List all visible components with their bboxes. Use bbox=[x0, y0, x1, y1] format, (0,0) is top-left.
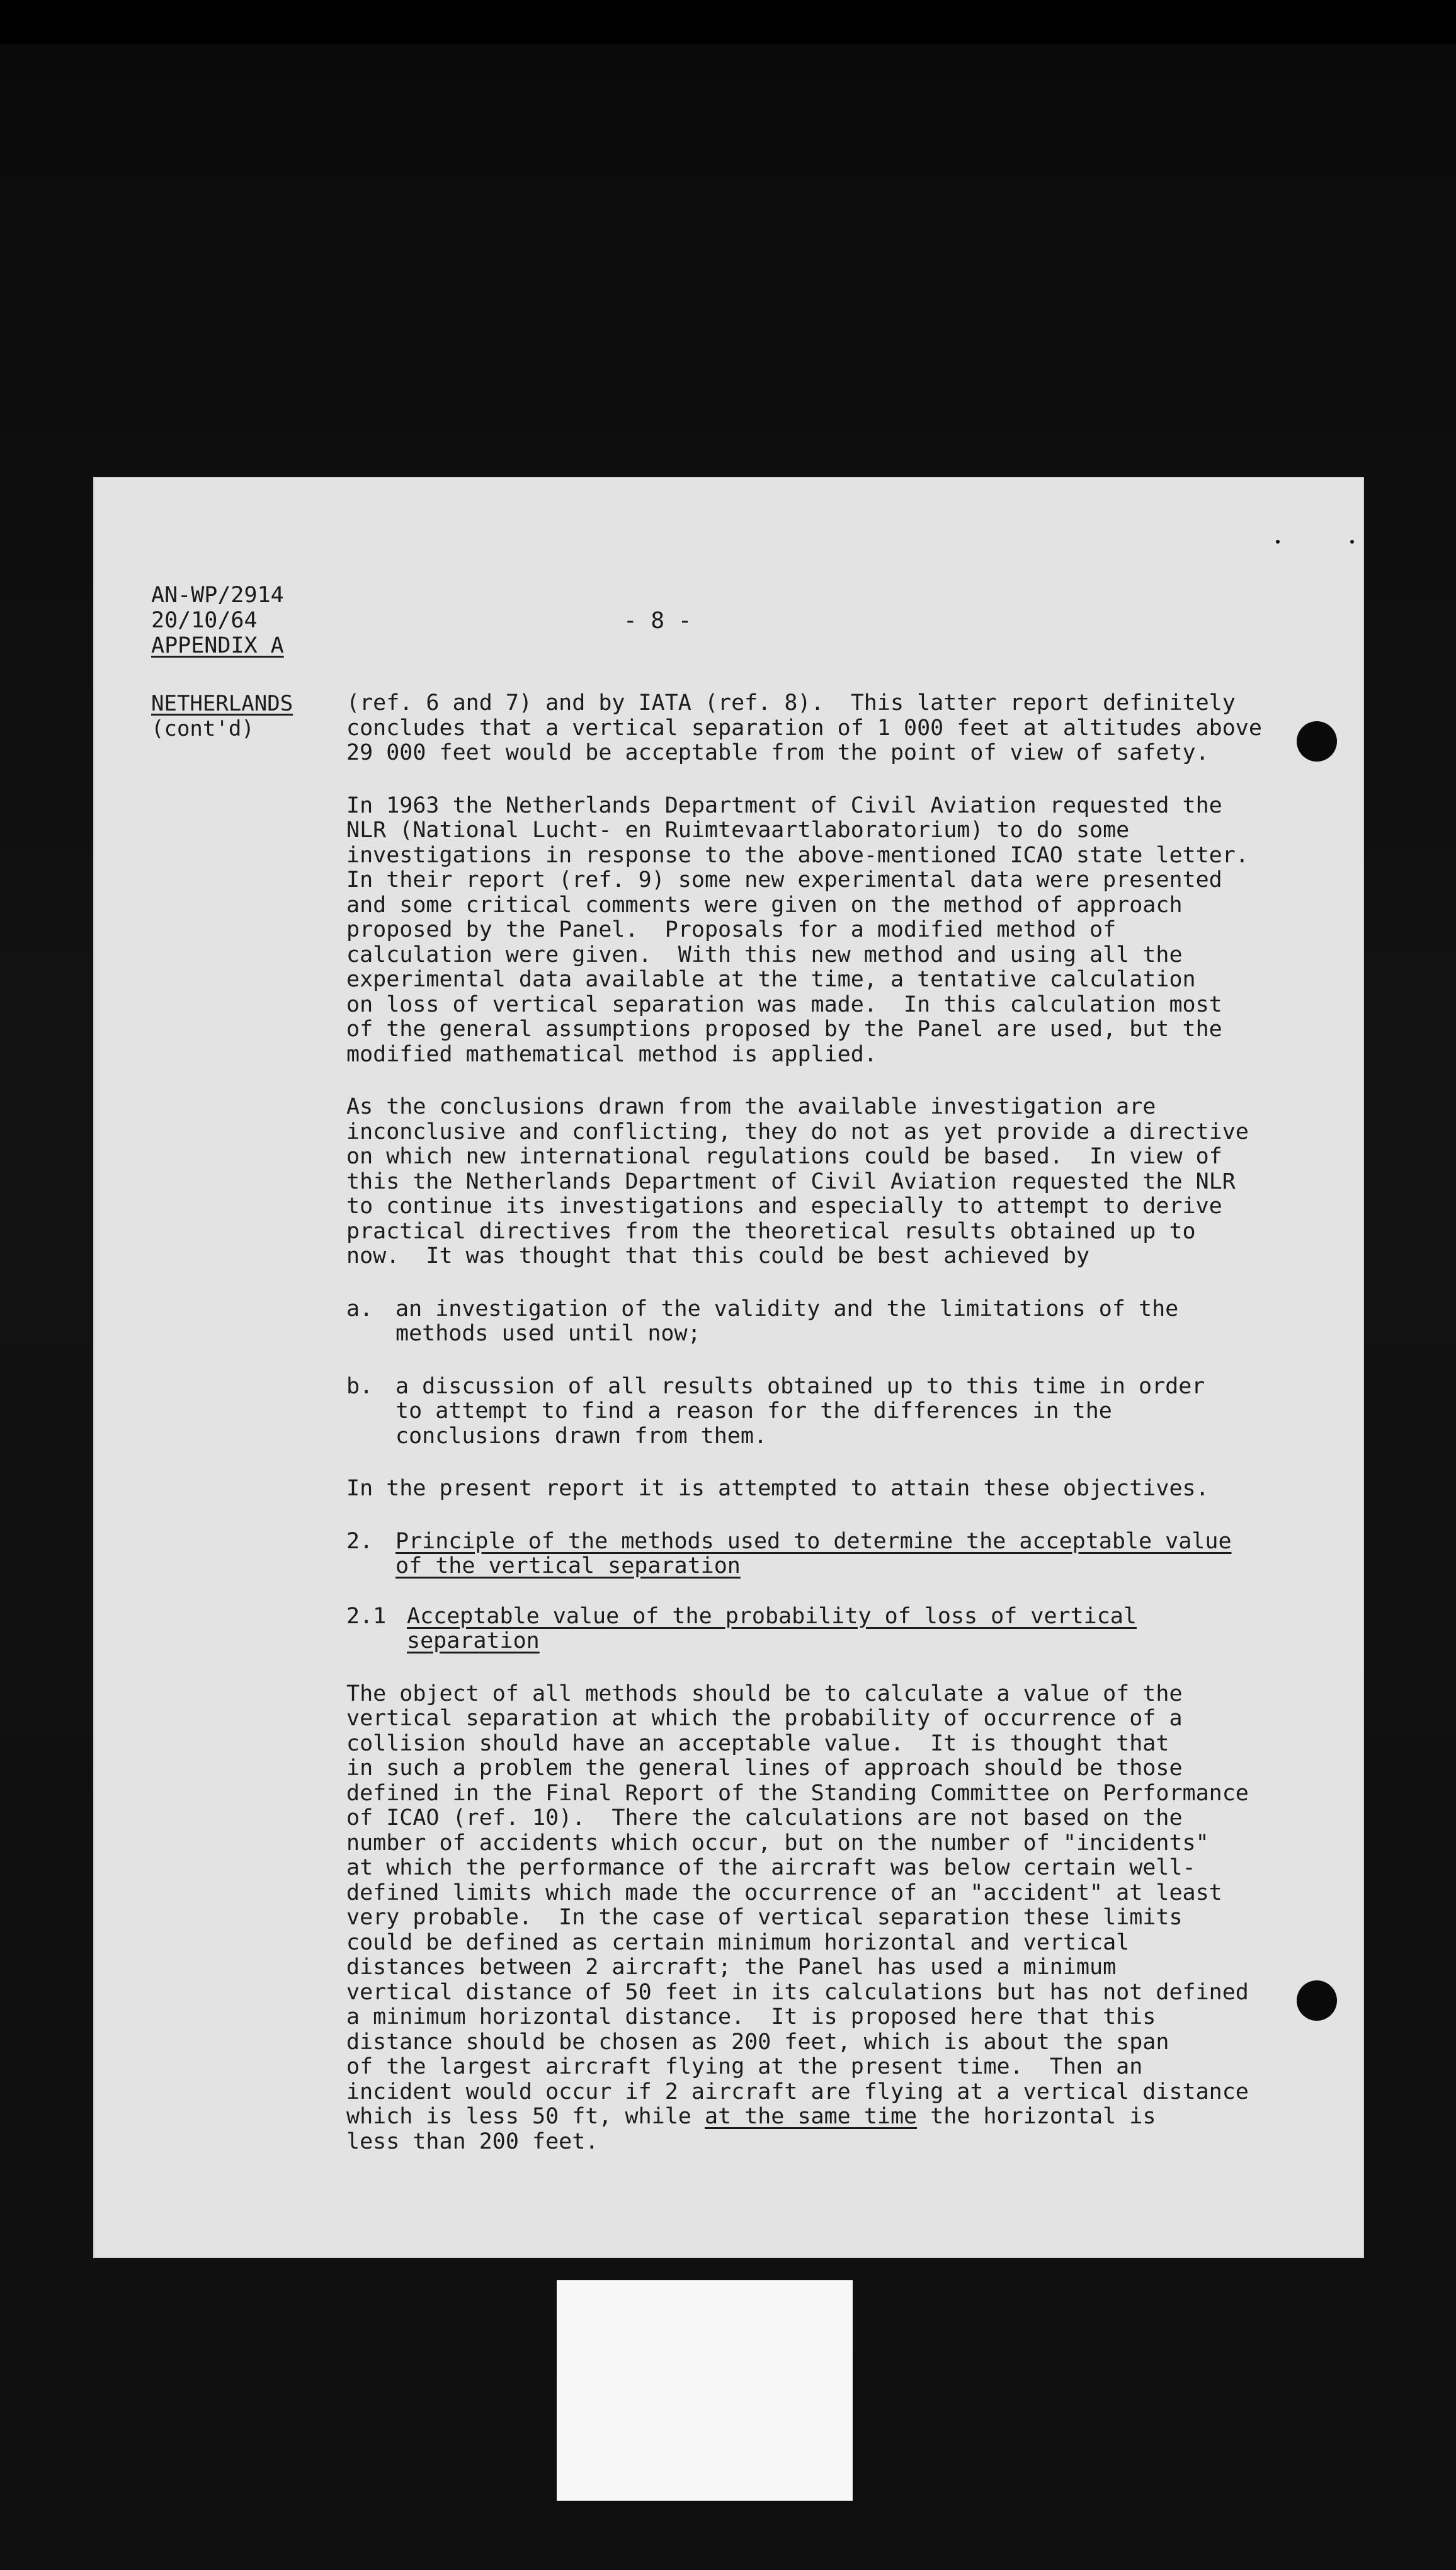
text-line: In their report (ref. 9) some new experimental data were presented bbox=[346, 867, 1222, 893]
section-2-1-heading bbox=[346, 1604, 1272, 1654]
text-line: As the conclusions drawn from the available investigation are bbox=[346, 1094, 1156, 1119]
paragraph-gap bbox=[346, 1654, 1272, 1682]
paragraph-2 bbox=[346, 794, 1272, 1068]
text-line: incident would occur if 2 aircraft are flying at a vertical distance bbox=[346, 2079, 1249, 2105]
text-line: very probable. In the case of vertical separation these limits bbox=[346, 1905, 1183, 1930]
text-line: less than 200 feet. bbox=[346, 2128, 599, 2154]
section-number: 2. bbox=[346, 1528, 373, 1554]
text-fragment: the horizontal is bbox=[917, 2104, 1156, 2129]
heading-text: of the vertical separation bbox=[395, 1553, 741, 1579]
emphasis-text: at the same time bbox=[704, 2104, 918, 2129]
paragraph-gap bbox=[346, 1449, 1272, 1476]
heading-text: Acceptable value of the probability of loss of vertical bbox=[407, 1603, 1137, 1629]
scan-top-border bbox=[0, 0, 1456, 44]
paragraph-gap bbox=[346, 1502, 1272, 1529]
text-line: investigations in response to the above-mentioned ICAO state letter. bbox=[346, 842, 1249, 868]
punch-hole bbox=[1297, 721, 1337, 762]
text-line: in such a problem the general lines of approach should be those bbox=[346, 1756, 1183, 1781]
document-reference: AN-WP/2914 bbox=[151, 583, 284, 608]
text-line: vertical distance of 50 feet in its calculations but has not defined bbox=[346, 1979, 1249, 2005]
appendix-label: APPENDIX A bbox=[151, 633, 284, 658]
text-line: vertical separation at which the probability of occurrence of a bbox=[346, 1706, 1183, 1731]
scan-speck bbox=[1276, 540, 1280, 544]
text-line bbox=[346, 2105, 1272, 2130]
section-number: 2.1 bbox=[346, 1603, 387, 1629]
text-line: calculation were given. With this new method and using all the bbox=[346, 942, 1183, 968]
paragraph-4: In the present report it is attempted to attain these objectives. bbox=[346, 1476, 1209, 1501]
paragraph-gap bbox=[346, 766, 1272, 794]
side-heading bbox=[151, 691, 293, 741]
text-line: collision should have an acceptable value. It is thought that bbox=[346, 1730, 1169, 1756]
heading-line bbox=[346, 1629, 1272, 1654]
paragraph-gap bbox=[346, 1269, 1272, 1297]
text-line: defined limits which made the occurrence of an "accident" at least bbox=[346, 1880, 1222, 1905]
text-line: modified mathematical method is applied. bbox=[346, 1041, 877, 1067]
text-line: a discussion of all results obtained up to this time in order bbox=[395, 1373, 1205, 1399]
continued-label: (cont'd) bbox=[151, 716, 254, 741]
text-line: NLR (National Lucht- en Ruimtevaartlaboratorium) to do some bbox=[346, 818, 1130, 843]
text-line: to continue its investigations and especially to attempt to derive bbox=[346, 1194, 1222, 1219]
document-header bbox=[151, 583, 284, 658]
paragraph-gap bbox=[346, 1579, 1272, 1604]
calibration-card bbox=[557, 2280, 853, 2501]
paragraph-gap bbox=[346, 1347, 1272, 1374]
list-marker: b. bbox=[346, 1373, 373, 1399]
text-line: of the general assumptions proposed by the Panel are used, but the bbox=[346, 1017, 1222, 1042]
text-line: number of accidents which occur, but on the number of "incidents" bbox=[346, 1830, 1209, 1856]
text-line: on loss of vertical separation was made. In this calculation most bbox=[346, 991, 1222, 1017]
paragraph-3 bbox=[346, 1095, 1272, 1269]
text-line: could be defined as certain minimum horizontal and vertical bbox=[346, 1929, 1130, 1955]
text-line: (ref. 6 and 7) and by IATA (ref. 8). This latter report definitely bbox=[346, 690, 1236, 716]
text-line: proposed by the Panel. Proposals for a modified method of bbox=[346, 917, 1117, 942]
text-line: of the largest aircraft flying at the present time. Then an bbox=[346, 2054, 1143, 2079]
heading-text: Principle of the methods used to determine the acceptable value bbox=[395, 1528, 1232, 1554]
text-line: inconclusive and conflicting, they do not as yet provide a directive bbox=[346, 1119, 1249, 1145]
text-line: experimental data available at the time, a tentative calculation bbox=[346, 967, 1196, 992]
text-line: an investigation of the validity and the limitations of the bbox=[395, 1296, 1179, 1322]
text-line: 29 000 feet would be acceptable from the point of view of safety. bbox=[346, 740, 1209, 765]
list-marker: a. bbox=[346, 1296, 373, 1322]
text-line: methods used until now; bbox=[395, 1321, 701, 1346]
punch-hole bbox=[1297, 1980, 1337, 2021]
text-line: and some critical comments were given on the method of approach bbox=[346, 892, 1183, 918]
text-line: distance should be chosen as 200 feet, which is about the span bbox=[346, 2029, 1169, 2055]
text-line: to attempt to find a reason for the differences in the bbox=[395, 1398, 1112, 1424]
text-line: on which new international regulations could be based. In view of bbox=[346, 1144, 1222, 1169]
text-line: practical directives from the theoretical results obtained up to bbox=[346, 1218, 1196, 1244]
text-line: In 1963 the Netherlands Department of Civil Aviation requested the bbox=[346, 792, 1222, 818]
text-line: defined in the Final Report of the Standing Committee on Performance bbox=[346, 1780, 1249, 1806]
heading-text: separation bbox=[407, 1628, 540, 1653]
heading-line bbox=[346, 1554, 1272, 1579]
scan-speck bbox=[1350, 540, 1354, 544]
document-date: 20/10/64 bbox=[151, 608, 258, 633]
text-line: now. It was thought that this could be best achieved by bbox=[346, 1243, 1090, 1269]
text-line: of ICAO (ref. 10). There the calculations are not based on the bbox=[346, 1805, 1183, 1830]
section-2-heading bbox=[346, 1529, 1272, 1579]
heading-line bbox=[346, 1529, 1272, 1555]
list-item-a bbox=[346, 1297, 1272, 1347]
text-line: The object of all methods should be to calculate a value of the bbox=[346, 1681, 1183, 1706]
text-line: conclusions drawn from them. bbox=[395, 1423, 768, 1449]
paragraph-5 bbox=[346, 1682, 1272, 2155]
text-fragment: which is less 50 ft, while bbox=[346, 2104, 705, 2129]
paragraph-1 bbox=[346, 691, 1272, 766]
document-body bbox=[346, 691, 1272, 2154]
text-line: a minimum horizontal distance. It is proposed here that this bbox=[346, 2004, 1156, 2030]
text-line: distances between 2 aircraft; the Panel has used a minimum bbox=[346, 1955, 1117, 1980]
paragraph-gap bbox=[346, 1067, 1272, 1095]
text-line: this the Netherlands Department of Civil Aviation requested the NLR bbox=[346, 1168, 1236, 1194]
text-line: concludes that a vertical separation of 1 000 feet at altitudes above bbox=[346, 715, 1262, 741]
country-heading: NETHERLANDS bbox=[151, 691, 293, 716]
heading-line bbox=[346, 1604, 1272, 1630]
page-number: - 8 - bbox=[623, 608, 692, 634]
list-item-b bbox=[346, 1374, 1272, 1449]
text-line: at which the performance of the aircraft was below certain well- bbox=[346, 1855, 1196, 1880]
